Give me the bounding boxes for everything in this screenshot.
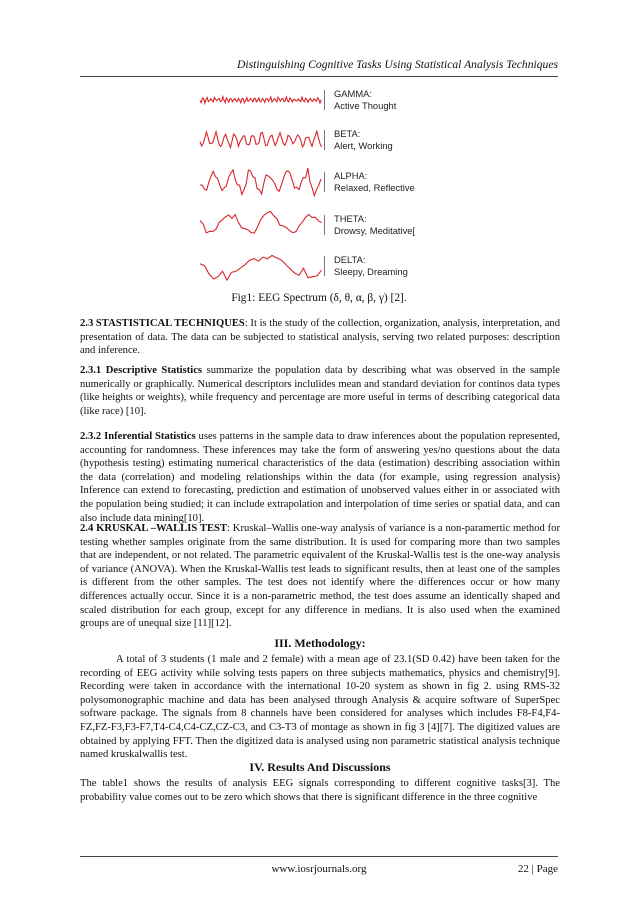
section-2-4 [80, 522, 560, 631]
methodology-text: A total of 3 students (1 male and 2 female) with a mean age of 23.1(SD 0.42) have been taken for the recording of EEG activity while solving tests papers on three subjects mathematics, physics and chemistry[9]. Recording were taken in accordance with the international 10-20 system as shown in fig 2. using RMS-32 polysomonographic machine and data has been analysed through Analysis & acquire software of SuperSpec software package. The signals from 8 channels have been considered for analyses which includes F8-F4,F4-FZ,FZ-F3,F3-F7,T4-C4,C4-CZ,CZ-C3, and C3-T3 of montage as shown in fig 3 [4][7]. The digitized values are obtained by applying FFT. Then the digitized data is analysed using non parametric statistical analysis technique named kruskalwallis test. [80, 654, 560, 761]
section-heading: 2.3.1 Descriptive Statistics [80, 365, 203, 376]
methodology-body [80, 653, 560, 762]
section-heading: 2.3 STASTISTICAL TECHNIQUES [80, 318, 245, 329]
section-text: summarize the population data by describing what was observed in the sample numerically or graphically. Numerical descriptors inclulides mean and standard deviation for continos data types (like heights or weights), while frequency and percentage are more useful in terms of describing categorical data (like race) [10]. [80, 365, 560, 417]
footer-rule [80, 856, 558, 857]
section-2-3-1 [80, 364, 560, 418]
band-beta [334, 128, 393, 151]
running-title: Distinguishing Cognitive Tasks Using Statistical Analysis Techniques [237, 58, 558, 71]
band-name: THETA: [334, 213, 367, 224]
results-heading: IV. Results And Discussions [249, 760, 391, 774]
section-2-3 [80, 317, 560, 358]
alpha-wave [200, 168, 321, 196]
gamma-wave [200, 97, 321, 104]
band-delta [334, 254, 408, 277]
beta-wave [200, 131, 322, 147]
band-desc: Drowsy, Meditative[ [334, 224, 416, 236]
theta-wave [200, 211, 322, 233]
footer-page-number: 22 | Page [517, 863, 558, 875]
footer-url: www.iosrjournals.org [271, 863, 367, 875]
band-desc: Relaxed, Reflective [334, 181, 415, 193]
section-heading: 2.3.2 Inferential Statistics [80, 431, 196, 442]
section-text: uses patterns in the sample data to draw inferences about the population represented, accounting for randomness. These inferences may take the form of answering yes/no questions about the data (hypothesis testing) estimating numerical characteristics of the data (estimation) describing association within the data (correlation) and modeling relationships within the data (for example, using regression analysis) Inference can extend to forecasting, prediction and estimation of unobserved values either in or associated with the population being studied; it can include extrapolation and interpolation of time series or spatial data, and can also include data mining[10]. [80, 431, 560, 524]
band-name: BETA: [334, 128, 361, 139]
band-alpha [334, 170, 415, 193]
delta-wave [200, 255, 322, 280]
section-text: : It is the study of the collection, organization, analysis, interpretation, and presentation of data. The data can be subjected to statistical analysis, serving two related purposes: description and inference. [80, 318, 560, 357]
band-name: GAMMA: [334, 88, 373, 99]
eeg-waveforms [196, 86, 326, 286]
results-text: The table1 shows the results of analysis EEG signals corresponding to different cognitive tasks[3]. The probability value comes out to be zero which shows that there is significant difference in the three cognitive [80, 778, 560, 803]
band-desc: Alert, Working [334, 139, 393, 151]
section-text: : Kruskal–Wallis one-way analysis of variance is a non-paramertic method for testing whether samples originate from the same distribution. It is used for comparing more than two samples that are independent, or not related. The parametric equivalent of the Kruskal-Wallis test is the one-way analysis of variance (ANOVA). When the Kruskal-Wallis test leads to significant results, then at least one of the samples is different from the other samples. The test does not identify where the differences occur or how many differences actually occur. Since it is a non-parametric method, the test does assume an identically shaped and scaled distribution for each group, except for any difference in medians. It is also used when the examined groups are of unequal size [11][12]. [80, 523, 560, 630]
band-name: DELTA: [334, 254, 366, 265]
band-name: ALPHA: [334, 170, 368, 181]
band-gamma [334, 88, 396, 111]
methodology-heading: III. Methodology: [274, 636, 366, 650]
band-desc: Active Thought [334, 99, 397, 111]
section-2-3-2 [80, 430, 560, 525]
results-body [80, 777, 560, 804]
header-rule [80, 76, 558, 77]
section-heading: 2.4 KRUSKAL –WALLIS TEST [80, 523, 228, 534]
eeg-spectrum-figure [196, 86, 436, 286]
figure-caption: Fig1: EEG Spectrum (δ, θ, α, β, γ) [2]. [231, 292, 407, 304]
band-desc: Sleepy, Dreaming [334, 265, 408, 277]
band-theta [334, 213, 415, 236]
